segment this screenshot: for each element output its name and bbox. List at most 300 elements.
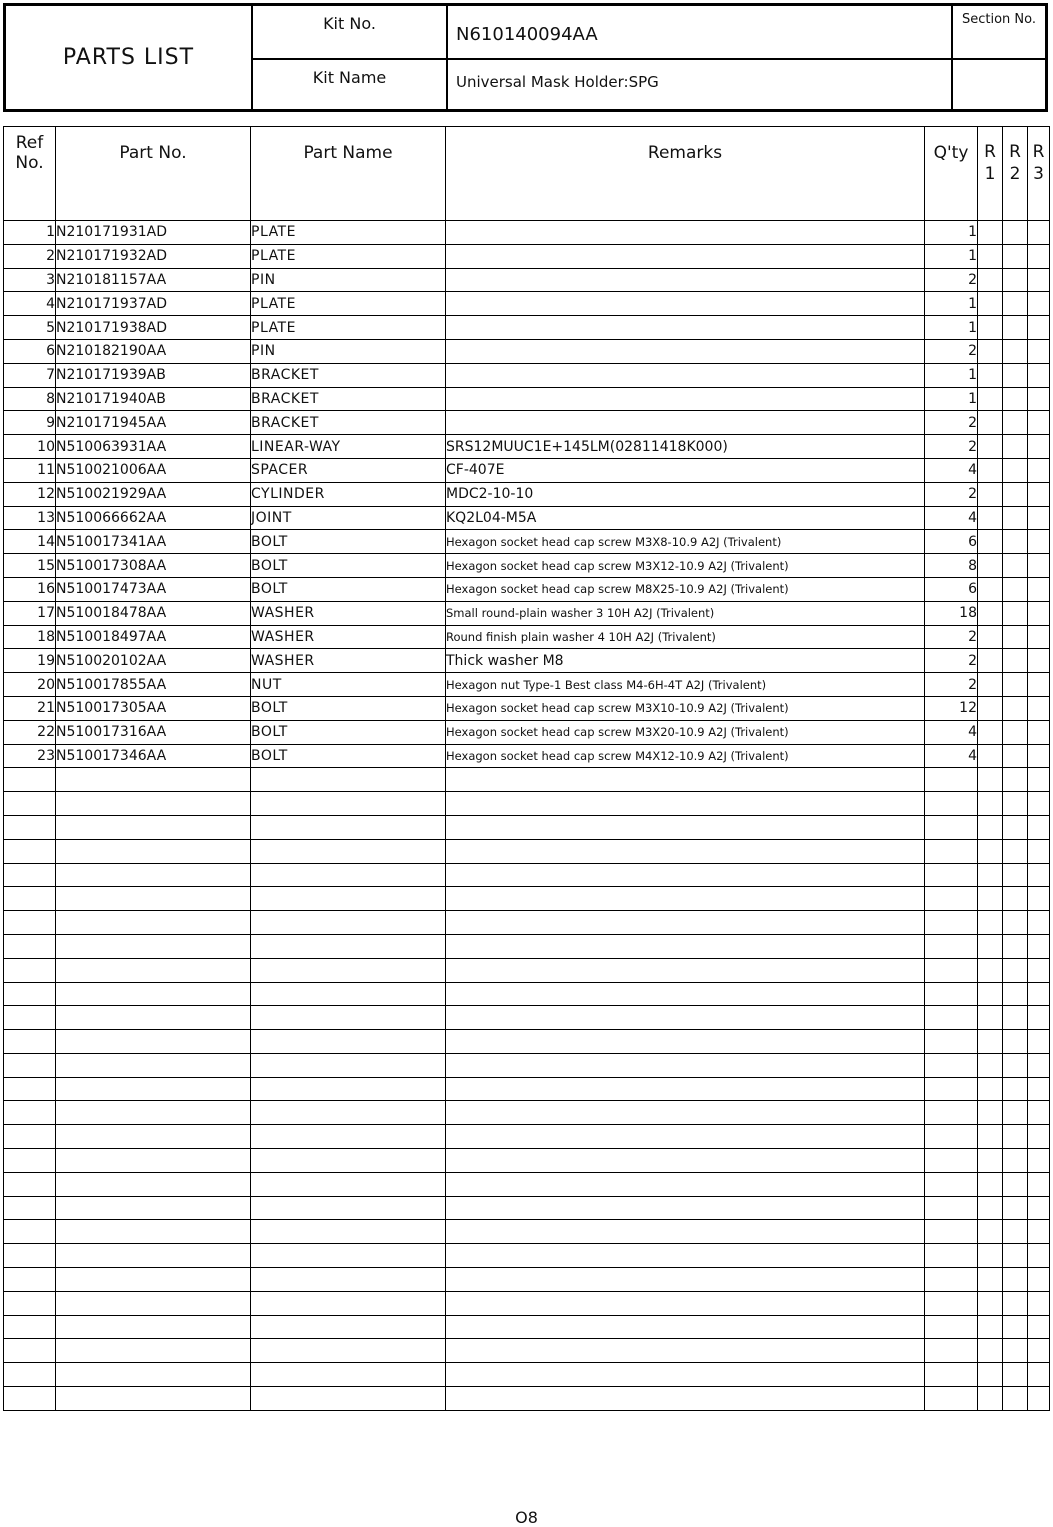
empty-cell bbox=[446, 1101, 925, 1125]
part-no-cell: N510018497AA bbox=[56, 625, 251, 649]
qty-cell: 1 bbox=[925, 221, 978, 245]
remarks-cell bbox=[446, 363, 925, 387]
part-name-cell: BRACKET bbox=[251, 411, 446, 435]
empty-cell bbox=[978, 1244, 1003, 1268]
r1-cell bbox=[978, 268, 1003, 292]
empty-cell bbox=[978, 982, 1003, 1006]
empty-cell bbox=[56, 1125, 251, 1149]
ref-no-cell: 9 bbox=[4, 411, 56, 435]
empty-cell bbox=[251, 1006, 446, 1030]
col-r2: R 2 bbox=[1003, 127, 1028, 221]
kit-name-label: Kit Name bbox=[312, 67, 387, 87]
r1-cell bbox=[978, 744, 1003, 768]
empty-cell bbox=[1028, 768, 1050, 792]
empty-table-row bbox=[4, 1172, 1050, 1196]
empty-cell bbox=[56, 1077, 251, 1101]
r2-cell bbox=[1003, 387, 1028, 411]
table-row bbox=[4, 720, 1050, 744]
empty-cell bbox=[4, 1363, 56, 1387]
empty-table-row bbox=[4, 839, 1050, 863]
empty-cell bbox=[251, 1101, 446, 1125]
r1-cell bbox=[978, 458, 1003, 482]
remarks-cell: KQ2L04-M5A bbox=[446, 506, 925, 530]
empty-cell bbox=[56, 958, 251, 982]
empty-cell bbox=[1003, 1363, 1028, 1387]
empty-cell bbox=[978, 1268, 1003, 1292]
empty-cell bbox=[251, 1220, 446, 1244]
remarks-cell: Hexagon socket head cap screw M3X20-10.9 A2J (Trivalent) bbox=[446, 720, 925, 744]
empty-cell bbox=[251, 1030, 446, 1054]
empty-cell bbox=[56, 1339, 251, 1363]
empty-cell bbox=[1028, 1291, 1050, 1315]
col-r3: R 3 bbox=[1028, 127, 1050, 221]
r3-cell bbox=[1028, 554, 1050, 578]
empty-cell bbox=[446, 958, 925, 982]
empty-cell bbox=[4, 1268, 56, 1292]
empty-cell bbox=[1003, 1387, 1028, 1411]
table-row bbox=[4, 601, 1050, 625]
part-no-cell: N510063931AA bbox=[56, 435, 251, 459]
part-no-cell: N210171940AB bbox=[56, 387, 251, 411]
part-name-cell: JOINT bbox=[251, 506, 446, 530]
part-name-cell: PIN bbox=[251, 339, 446, 363]
empty-cell bbox=[4, 934, 56, 958]
ref-no-cell: 3 bbox=[4, 268, 56, 292]
empty-cell bbox=[925, 1030, 978, 1054]
empty-cell bbox=[446, 792, 925, 816]
remarks-cell: Hexagon socket head cap screw M4X12-10.9 A2J (Trivalent) bbox=[446, 744, 925, 768]
empty-cell bbox=[56, 1220, 251, 1244]
empty-table-row bbox=[4, 1387, 1050, 1411]
r1-cell bbox=[978, 363, 1003, 387]
part-no-cell: N510017316AA bbox=[56, 720, 251, 744]
empty-cell bbox=[925, 1363, 978, 1387]
empty-cell bbox=[925, 1291, 978, 1315]
r2-cell bbox=[1003, 625, 1028, 649]
empty-cell bbox=[1028, 958, 1050, 982]
r2-cell bbox=[1003, 696, 1028, 720]
empty-cell bbox=[4, 1220, 56, 1244]
remarks-cell bbox=[446, 244, 925, 268]
col-r1: R 1 bbox=[978, 127, 1003, 221]
part-no-cell: N510017473AA bbox=[56, 577, 251, 601]
empty-cell bbox=[446, 1149, 925, 1173]
empty-cell bbox=[56, 1387, 251, 1411]
empty-cell bbox=[446, 1172, 925, 1196]
r2-cell bbox=[1003, 720, 1028, 744]
section-no-value bbox=[953, 60, 1045, 109]
empty-cell bbox=[925, 934, 978, 958]
empty-cell bbox=[978, 815, 1003, 839]
empty-cell bbox=[56, 1053, 251, 1077]
empty-cell bbox=[446, 815, 925, 839]
empty-cell bbox=[1028, 911, 1050, 935]
empty-cell bbox=[978, 1006, 1003, 1030]
empty-table-row bbox=[4, 911, 1050, 935]
empty-cell bbox=[446, 839, 925, 863]
empty-cell bbox=[446, 1291, 925, 1315]
empty-cell bbox=[446, 982, 925, 1006]
empty-cell bbox=[4, 1315, 56, 1339]
qty-cell: 1 bbox=[925, 244, 978, 268]
r3-cell bbox=[1028, 221, 1050, 245]
empty-cell bbox=[925, 1387, 978, 1411]
empty-table-row bbox=[4, 1125, 1050, 1149]
r2-cell bbox=[1003, 244, 1028, 268]
empty-cell bbox=[251, 1268, 446, 1292]
empty-cell bbox=[978, 1339, 1003, 1363]
part-name-cell: BOLT bbox=[251, 577, 446, 601]
empty-cell bbox=[1003, 1149, 1028, 1173]
empty-cell bbox=[925, 792, 978, 816]
r2-cell bbox=[1003, 363, 1028, 387]
empty-cell bbox=[251, 1149, 446, 1173]
empty-cell bbox=[446, 1387, 925, 1411]
remarks-cell: Hexagon nut Type-1 Best class M4-6H-4T A2J (Trivalent) bbox=[446, 673, 925, 697]
empty-cell bbox=[4, 1125, 56, 1149]
empty-cell bbox=[56, 911, 251, 935]
col-ref-no: Ref No. bbox=[4, 127, 56, 221]
empty-cell bbox=[251, 911, 446, 935]
qty-cell: 4 bbox=[925, 506, 978, 530]
ref-no-cell: 10 bbox=[4, 435, 56, 459]
part-name-cell: PIN bbox=[251, 268, 446, 292]
remarks-cell: Hexagon socket head cap screw M8X25-10.9 A2J (Trivalent) bbox=[446, 577, 925, 601]
empty-cell bbox=[56, 1006, 251, 1030]
empty-cell bbox=[1003, 1030, 1028, 1054]
empty-cell bbox=[1028, 839, 1050, 863]
table-row bbox=[4, 625, 1050, 649]
empty-cell bbox=[446, 1244, 925, 1268]
remarks-cell bbox=[446, 316, 925, 340]
ref-no-cell: 13 bbox=[4, 506, 56, 530]
ref-no-cell: 17 bbox=[4, 601, 56, 625]
empty-cell bbox=[4, 839, 56, 863]
empty-cell bbox=[4, 982, 56, 1006]
r1-cell bbox=[978, 244, 1003, 268]
empty-cell bbox=[446, 1077, 925, 1101]
empty-cell bbox=[4, 1196, 56, 1220]
empty-cell bbox=[925, 1006, 978, 1030]
r1-cell bbox=[978, 387, 1003, 411]
empty-cell bbox=[446, 911, 925, 935]
empty-cell bbox=[925, 863, 978, 887]
empty-cell bbox=[4, 1244, 56, 1268]
remarks-cell bbox=[446, 268, 925, 292]
qty-cell: 4 bbox=[925, 744, 978, 768]
empty-cell bbox=[251, 887, 446, 911]
empty-cell bbox=[1003, 839, 1028, 863]
r2-cell bbox=[1003, 482, 1028, 506]
r3-cell bbox=[1028, 744, 1050, 768]
empty-cell bbox=[4, 863, 56, 887]
empty-cell bbox=[1003, 958, 1028, 982]
empty-cell bbox=[978, 911, 1003, 935]
empty-cell bbox=[56, 1363, 251, 1387]
empty-cell bbox=[4, 911, 56, 935]
empty-cell bbox=[446, 1196, 925, 1220]
empty-cell bbox=[925, 1268, 978, 1292]
empty-cell bbox=[251, 839, 446, 863]
empty-table-row bbox=[4, 1030, 1050, 1054]
empty-cell bbox=[1028, 934, 1050, 958]
empty-cell bbox=[446, 1339, 925, 1363]
empty-cell bbox=[251, 815, 446, 839]
r3-cell bbox=[1028, 244, 1050, 268]
empty-cell bbox=[4, 768, 56, 792]
empty-cell bbox=[446, 768, 925, 792]
empty-cell bbox=[251, 934, 446, 958]
empty-cell bbox=[978, 934, 1003, 958]
table-row bbox=[4, 411, 1050, 435]
empty-cell bbox=[1028, 1172, 1050, 1196]
ref-no-cell: 19 bbox=[4, 649, 56, 673]
r3-cell bbox=[1028, 435, 1050, 459]
empty-table-row bbox=[4, 1101, 1050, 1125]
part-no-cell: N510021006AA bbox=[56, 458, 251, 482]
empty-cell bbox=[1003, 1220, 1028, 1244]
r2-cell bbox=[1003, 435, 1028, 459]
part-name-cell: WASHER bbox=[251, 601, 446, 625]
empty-cell bbox=[1003, 1101, 1028, 1125]
empty-cell bbox=[1028, 887, 1050, 911]
empty-cell bbox=[56, 815, 251, 839]
empty-cell bbox=[251, 792, 446, 816]
empty-table-row bbox=[4, 887, 1050, 911]
r2-cell bbox=[1003, 577, 1028, 601]
empty-cell bbox=[251, 982, 446, 1006]
empty-cell bbox=[1003, 1291, 1028, 1315]
empty-cell bbox=[4, 1149, 56, 1173]
empty-cell bbox=[446, 1030, 925, 1054]
empty-cell bbox=[4, 958, 56, 982]
table-row bbox=[4, 292, 1050, 316]
empty-cell bbox=[978, 1053, 1003, 1077]
qty-cell: 1 bbox=[925, 316, 978, 340]
remarks-cell: Small round-plain washer 3 10H A2J (Trivalent) bbox=[446, 601, 925, 625]
empty-table-row bbox=[4, 1149, 1050, 1173]
table-row bbox=[4, 244, 1050, 268]
table-row bbox=[4, 482, 1050, 506]
empty-cell bbox=[56, 1172, 251, 1196]
empty-cell bbox=[56, 792, 251, 816]
empty-cell bbox=[446, 1053, 925, 1077]
r3-cell bbox=[1028, 696, 1050, 720]
empty-cell bbox=[925, 815, 978, 839]
r3-cell bbox=[1028, 673, 1050, 697]
empty-cell bbox=[4, 1006, 56, 1030]
empty-cell bbox=[978, 839, 1003, 863]
empty-cell bbox=[925, 1220, 978, 1244]
empty-cell bbox=[1003, 768, 1028, 792]
r3-cell bbox=[1028, 482, 1050, 506]
empty-cell bbox=[446, 934, 925, 958]
r1-cell bbox=[978, 411, 1003, 435]
r2-cell bbox=[1003, 506, 1028, 530]
qty-cell: 2 bbox=[925, 435, 978, 459]
part-name-cell: BOLT bbox=[251, 744, 446, 768]
empty-cell bbox=[446, 1125, 925, 1149]
empty-cell bbox=[1003, 911, 1028, 935]
empty-cell bbox=[925, 887, 978, 911]
qty-cell: 1 bbox=[925, 387, 978, 411]
empty-cell bbox=[56, 982, 251, 1006]
empty-table-row bbox=[4, 1196, 1050, 1220]
part-no-cell: N210171945AA bbox=[56, 411, 251, 435]
empty-cell bbox=[1003, 792, 1028, 816]
r3-cell bbox=[1028, 292, 1050, 316]
empty-cell bbox=[56, 839, 251, 863]
empty-cell bbox=[4, 1291, 56, 1315]
r3-cell bbox=[1028, 316, 1050, 340]
empty-cell bbox=[251, 1244, 446, 1268]
table-row bbox=[4, 339, 1050, 363]
empty-cell bbox=[56, 863, 251, 887]
remarks-cell: Thick washer M8 bbox=[446, 649, 925, 673]
empty-cell bbox=[1003, 863, 1028, 887]
parts-list-header bbox=[3, 3, 1048, 112]
empty-cell bbox=[978, 1030, 1003, 1054]
empty-cell bbox=[978, 1172, 1003, 1196]
part-no-cell: N510066662AA bbox=[56, 506, 251, 530]
qty-cell: 1 bbox=[925, 292, 978, 316]
part-no-cell: N210171939AB bbox=[56, 363, 251, 387]
empty-cell bbox=[56, 1196, 251, 1220]
empty-cell bbox=[251, 958, 446, 982]
col-remarks: Remarks bbox=[446, 127, 925, 221]
empty-table-row bbox=[4, 1244, 1050, 1268]
empty-cell bbox=[978, 958, 1003, 982]
empty-cell bbox=[978, 792, 1003, 816]
ref-no-cell: 20 bbox=[4, 673, 56, 697]
empty-cell bbox=[1028, 863, 1050, 887]
empty-table-row bbox=[4, 1053, 1050, 1077]
r3-cell bbox=[1028, 339, 1050, 363]
qty-cell: 4 bbox=[925, 720, 978, 744]
parts-table-body bbox=[4, 221, 1050, 1411]
part-name-cell: WASHER bbox=[251, 649, 446, 673]
r2-cell bbox=[1003, 554, 1028, 578]
part-name-cell: BOLT bbox=[251, 720, 446, 744]
empty-table-row bbox=[4, 792, 1050, 816]
empty-table-row bbox=[4, 1077, 1050, 1101]
table-row bbox=[4, 316, 1050, 340]
r3-cell bbox=[1028, 625, 1050, 649]
ref-no-cell: 14 bbox=[4, 530, 56, 554]
col-part-name: Part Name bbox=[251, 127, 446, 221]
qty-cell: 18 bbox=[925, 601, 978, 625]
empty-cell bbox=[925, 1125, 978, 1149]
empty-cell bbox=[925, 1077, 978, 1101]
part-name-cell: PLATE bbox=[251, 292, 446, 316]
empty-cell bbox=[925, 768, 978, 792]
part-name-cell: SPACER bbox=[251, 458, 446, 482]
page-title: PARTS LIST bbox=[62, 45, 195, 70]
empty-cell bbox=[251, 1172, 446, 1196]
empty-table-row bbox=[4, 1268, 1050, 1292]
empty-table-row bbox=[4, 815, 1050, 839]
r1-cell bbox=[978, 530, 1003, 554]
empty-cell bbox=[1028, 1363, 1050, 1387]
r1-cell bbox=[978, 696, 1003, 720]
empty-cell bbox=[1028, 1077, 1050, 1101]
table-row bbox=[4, 744, 1050, 768]
empty-cell bbox=[1003, 1196, 1028, 1220]
part-no-cell: N510017308AA bbox=[56, 554, 251, 578]
ref-no-cell: 7 bbox=[4, 363, 56, 387]
ref-no-cell: 1 bbox=[4, 221, 56, 245]
r2-cell bbox=[1003, 649, 1028, 673]
empty-cell bbox=[978, 1387, 1003, 1411]
r1-cell bbox=[978, 649, 1003, 673]
table-row bbox=[4, 530, 1050, 554]
r3-cell bbox=[1028, 387, 1050, 411]
empty-cell bbox=[1028, 1053, 1050, 1077]
ref-no-cell: 4 bbox=[4, 292, 56, 316]
empty-cell bbox=[1028, 1125, 1050, 1149]
part-name-cell: LINEAR-WAY bbox=[251, 435, 446, 459]
empty-cell bbox=[446, 863, 925, 887]
empty-cell bbox=[1003, 1172, 1028, 1196]
empty-cell bbox=[925, 958, 978, 982]
qty-cell: 2 bbox=[925, 482, 978, 506]
ref-no-cell: 15 bbox=[4, 554, 56, 578]
r1-cell bbox=[978, 292, 1003, 316]
empty-cell bbox=[56, 1244, 251, 1268]
empty-table-row bbox=[4, 863, 1050, 887]
remarks-cell: SRS12MUUC1E+145LM(02811418K000) bbox=[446, 435, 925, 459]
part-name-cell: CYLINDER bbox=[251, 482, 446, 506]
part-no-cell: N510017855AA bbox=[56, 673, 251, 697]
r1-cell bbox=[978, 625, 1003, 649]
empty-cell bbox=[978, 1291, 1003, 1315]
empty-cell bbox=[1028, 1315, 1050, 1339]
part-name-cell: BOLT bbox=[251, 530, 446, 554]
empty-cell bbox=[4, 887, 56, 911]
empty-cell bbox=[251, 1196, 446, 1220]
remarks-cell bbox=[446, 411, 925, 435]
r2-cell bbox=[1003, 458, 1028, 482]
empty-cell bbox=[251, 1053, 446, 1077]
part-no-cell: N210181157AA bbox=[56, 268, 251, 292]
r1-cell bbox=[978, 435, 1003, 459]
col-qty: Q'ty bbox=[925, 127, 978, 221]
empty-cell bbox=[251, 863, 446, 887]
empty-cell bbox=[4, 1030, 56, 1054]
empty-cell bbox=[1028, 792, 1050, 816]
part-no-cell: N510017346AA bbox=[56, 744, 251, 768]
qty-cell: 6 bbox=[925, 530, 978, 554]
r3-cell bbox=[1028, 458, 1050, 482]
remarks-cell: MDC2-10-10 bbox=[446, 482, 925, 506]
part-no-cell: N510020102AA bbox=[56, 649, 251, 673]
empty-cell bbox=[56, 934, 251, 958]
r1-cell bbox=[978, 221, 1003, 245]
empty-cell bbox=[56, 1149, 251, 1173]
r1-cell bbox=[978, 339, 1003, 363]
empty-cell bbox=[925, 1315, 978, 1339]
ref-no-cell: 11 bbox=[4, 458, 56, 482]
empty-cell bbox=[4, 1077, 56, 1101]
empty-cell bbox=[56, 1291, 251, 1315]
empty-cell bbox=[925, 911, 978, 935]
table-row bbox=[4, 221, 1050, 245]
empty-cell bbox=[978, 1315, 1003, 1339]
empty-cell bbox=[1003, 1339, 1028, 1363]
empty-cell bbox=[4, 815, 56, 839]
section-no-label: Section No. bbox=[961, 12, 1036, 27]
remarks-cell bbox=[446, 339, 925, 363]
